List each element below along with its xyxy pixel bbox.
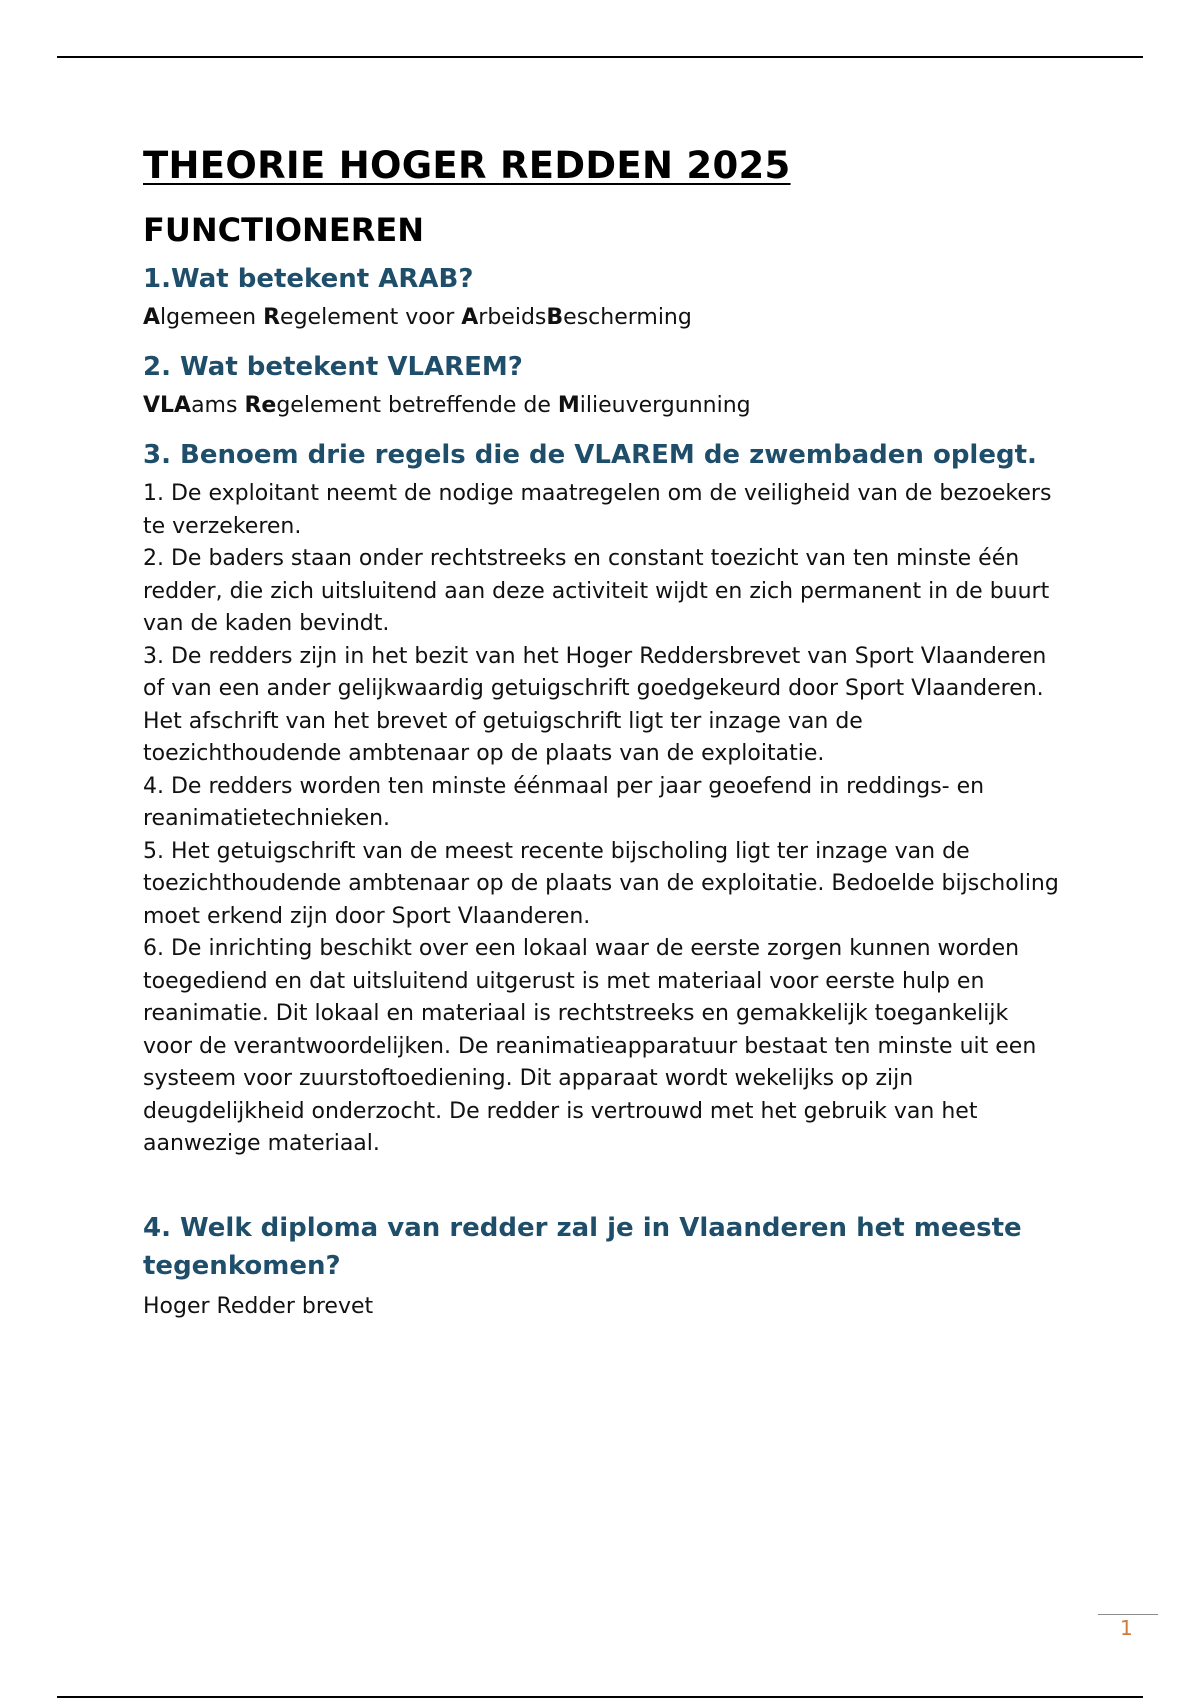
question-4: 4. Welk diploma van redder zal je in Vlaanderen het meeste tegenkomen? (143, 1212, 1022, 1281)
page-number: 1 (1120, 1616, 1133, 1640)
question-1: 1.Wat betekent ARAB? (143, 264, 474, 294)
answer-1-initial-a: A (143, 305, 161, 330)
rule-item: 2. De baders staan onder rechtstreeks en constant toezicht van ten minste één redder, die zich uitsluitend aan deze activiteit wijdt en zich permanent in de buurt van de kaden bevindt. (143, 546, 1050, 636)
question-3: 3. Benoem drie regels die de VLAREM de zwembaden oplegt. (143, 440, 1037, 470)
answer-2-initial-vla: VLA (143, 393, 192, 418)
rule-item: 1. De exploitant neemt de nodige maatregelen om de veiligheid van de bezoekers te verzekeren. (143, 481, 1052, 539)
document-title: THEORIE HOGER REDDEN 2025 (143, 144, 791, 187)
answer-1-initial-a2: A (461, 305, 479, 330)
answer-2-part: ams (191, 393, 245, 418)
answer-2-part: ilieuvergunning (579, 393, 751, 418)
answer-1-part: escherming (563, 305, 692, 330)
section-heading: FUNCTIONEREN (143, 211, 424, 249)
footer-rule (57, 1696, 1143, 1698)
answer-2-initial-re: Re (244, 393, 277, 418)
rule-item: 4. De redders worden ten minste éénmaal per jaar geoefend in reddings- en reanimatietechnieken. (143, 773, 985, 831)
answer-1-initial-r: R (263, 305, 281, 330)
answer-1-part: rbeids (478, 305, 547, 330)
answer-2-initial-m: M (557, 393, 580, 418)
answer-2-part: gelement betreffende de (276, 393, 558, 418)
rule-item: 6. De inrichting beschikt over een lokaal waar de eerste zorgen kunnen worden toegediend en dat uitsluitend uitgerust is met materiaal voor eerste hulp en reanimatie. Dit lokaal en materiaal is rechtstreeks en gemakkelijk toegankelijk voor de verantwoordelijken. De reanimatieapparatuur bestaat ten minste uit een systeem voor zuurstoftoediening. Dit apparaat wordt wekelijks op zijn deugdelijkheid onderzocht. De redder is vertrouwd met het gebruik van het aanwezige materiaal. (143, 936, 1037, 1156)
answer-1-part: lgemeen (160, 305, 264, 330)
rules-list (143, 478, 1063, 1161)
rule-item: 5. Het getuigschrift van de meest recente bijscholing ligt ter inzage van de toezichthoudende ambtenaar op de plaats van de exploitatie. Bedoelde bijscholing moet erkend zijn door Sport Vlaanderen. (143, 838, 1059, 929)
question-2: 2. Wat betekent VLAREM? (143, 352, 523, 382)
answer-2 (143, 390, 1063, 422)
page-number-rule (1098, 1614, 1158, 1615)
answer-4: Hoger Redder brevet (143, 1293, 374, 1319)
document-body (143, 140, 1063, 1323)
answer-1-initial-b: B (546, 305, 564, 330)
header-rule (57, 56, 1143, 58)
answer-1-part: egelement voor (280, 305, 462, 330)
rule-item: 3. De redders zijn in het bezit van het Hoger Reddersbrevet van Sport Vlaanderen of van een ander gelijkwaardig getuigschrift goedgekeurd door Sport Vlaanderen. Het afschrift van het brevet of getuigschrift ligt ter inzage van de toezichthoudende ambtenaar op de plaats van de exploitatie. (143, 643, 1047, 766)
answer-1 (143, 302, 1063, 334)
